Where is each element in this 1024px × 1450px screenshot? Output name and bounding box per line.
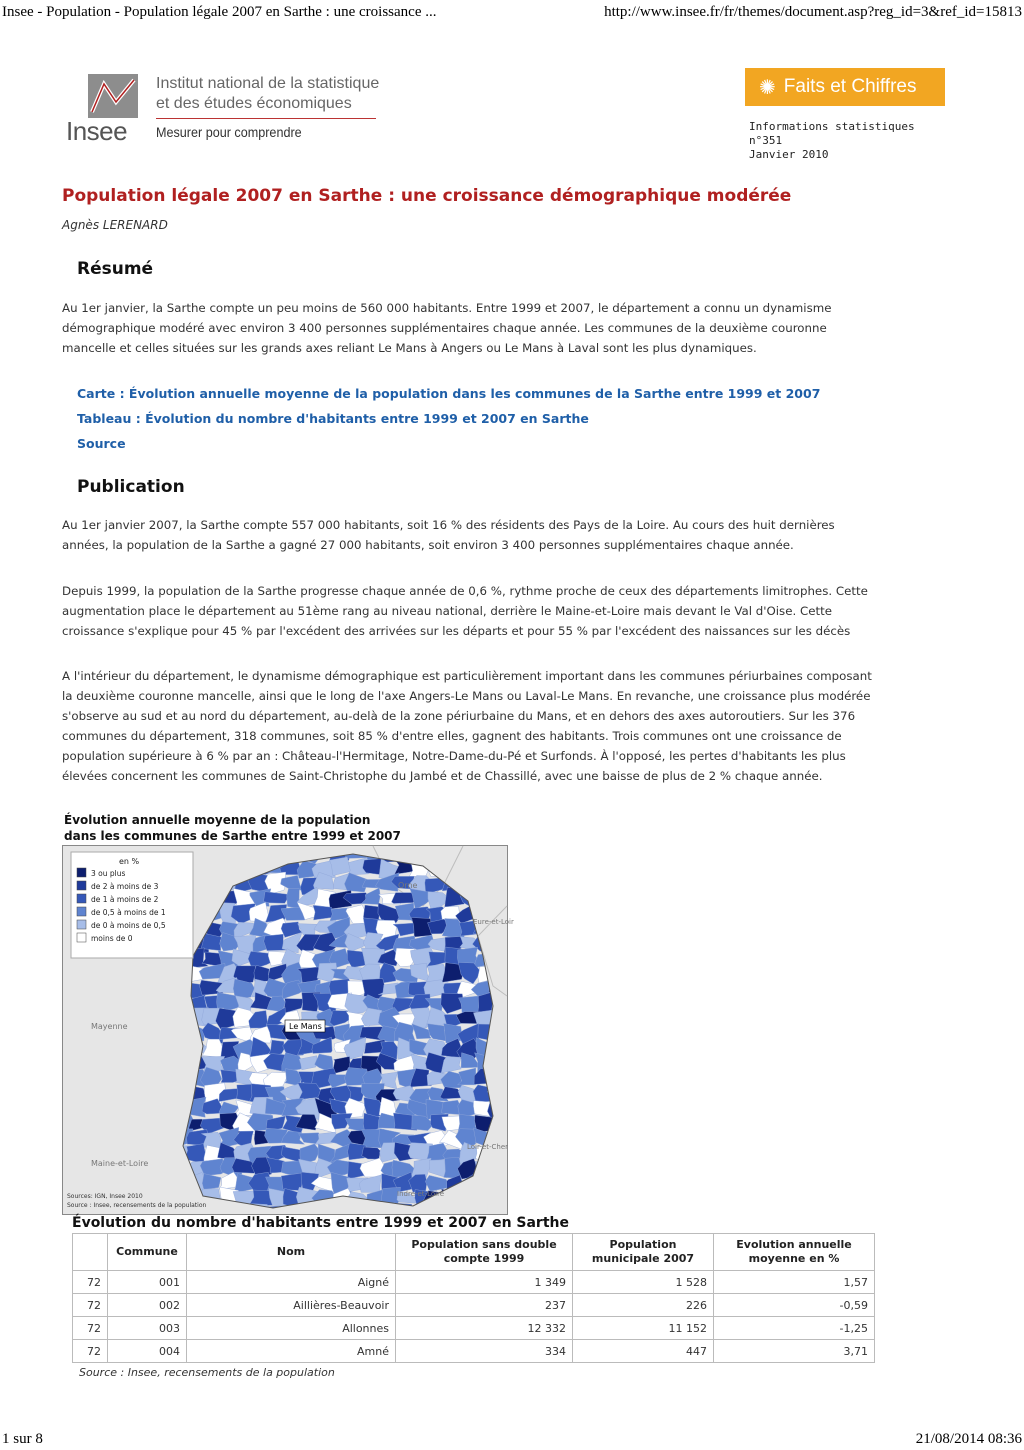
place-label-maine-et-loire: Maine-et-Loire (91, 1159, 149, 1168)
institute-line-2: et des études économiques (156, 95, 352, 112)
table-header-row (73, 1234, 875, 1271)
logo-slogan: Mesurer pour comprendre (156, 124, 302, 140)
map-title-line-1: Évolution annuelle moyenne de la population (64, 813, 371, 827)
population-table (72, 1233, 875, 1363)
column-header-evolution: Evolution annuelle moyenne en % (714, 1234, 875, 1271)
cell-pop-1999: 237 (396, 1294, 573, 1317)
cell-pop-1999: 1 349 (396, 1271, 573, 1294)
legend-swatch (77, 894, 86, 903)
legend-label: de 0 à moins de 0,5 (91, 921, 166, 930)
map-title-line-2: dans les communes de Sarthe entre 1999 et 2007 (64, 829, 401, 843)
cell-pop-2007: 226 (573, 1294, 714, 1317)
resume-text: Au 1er janvier, la Sarthe compte un peu moins de 560 000 habitants. Entre 1999 et 2007, le département a connu un dynamisme démographique modéré avec environ 3 400 personnes supplémentaires chaque année. Les communes de la deuxième couronne mancelle et celles situées sur les grands axes reliant Le Mans à Angers ou Le Mans à Laval sont les plus dynamiques. (62, 301, 832, 355)
map-title (64, 812, 401, 844)
cell-evolution: -0,59 (714, 1294, 875, 1317)
place-label-eure-et-loir: Eure-et-Loir (473, 918, 514, 926)
cell-dept: 72 (73, 1317, 108, 1340)
table-row (73, 1271, 875, 1294)
legend-label: de 1 à moins de 2 (91, 895, 159, 904)
cell-commune: 002 (108, 1294, 187, 1317)
logo-divider (156, 118, 376, 119)
column-header (73, 1234, 108, 1271)
table-row (73, 1340, 875, 1363)
page-title: Population légale 2007 en Sarthe : une croissance démographique modérée (62, 186, 792, 206)
cell-evolution: -1,25 (714, 1317, 875, 1340)
insee-logo-icon (82, 72, 140, 120)
print-footer-date: 21/08/2014 08:36 (915, 1431, 1022, 1447)
commune-shape (287, 888, 300, 908)
map-link[interactable]: Carte : Évolution annuelle moyenne de la population dans les communes de la Sarthe entre 1999 et 2007 (77, 386, 821, 401)
legend-swatch (77, 907, 86, 916)
place-label-orne: Orne (398, 881, 418, 890)
cell-evolution: 1,57 (714, 1271, 875, 1294)
column-header-commune: Commune (108, 1234, 187, 1271)
legend-label: moins de 0 (91, 934, 133, 943)
place-label-mayenne: Mayenne (91, 1022, 128, 1031)
table-title: Évolution du nombre d'habitants entre 1999 et 2007 en Sarthe (72, 1215, 569, 1231)
institute-line-1: Institut national de la statistique (156, 75, 380, 92)
column-header-nom: Nom (187, 1234, 396, 1271)
info-number: n°351 (749, 134, 783, 147)
cell-pop-1999: 334 (396, 1340, 573, 1363)
publication-paragraph-3: A l'intérieur du département, le dynamisme démographique est particulièrement important dans les communes périurbaines composant la deuxième couronne mancelle, ainsi que le long de l'axe Angers-Le Mans ou Laval-Le Mans. En revanche, une croissance plus modérée s'observe au sud et au nord du département, au-delà de la zone périurbaine du Mans, et en dehors des axes autoroutiers. Sur les 376 communes du département, 318 communes, soit 85 % d'entre elles, gagnent des habitants. Trois communes ont une croissance de population supérieure à 6 % par an : Château-l'Hermitage, Notre-Dame-du-Pé et Surfonds. À l'opposé, les pertes d'habitants les plus élevées concernent les communes de Saint-Christophe du Jambé et de Chassillé, avec une baisse de plus de 2 % chaque année. (62, 669, 872, 783)
legend-label: de 0,5 à moins de 1 (91, 908, 166, 917)
cell-nom: Aillières-Beauvoir (187, 1294, 396, 1317)
cell-pop-1999: 12 332 (396, 1317, 573, 1340)
insee-logo[interactable] (62, 68, 422, 158)
print-header-title: Insee - Population - Population légale 2007 en Sarthe : une croissance ... (2, 4, 437, 20)
cell-pop-2007: 11 152 (573, 1317, 714, 1340)
legend-unit: en % (119, 857, 140, 866)
cell-nom: Allonnes (187, 1317, 396, 1340)
map-graphic (63, 846, 514, 1214)
cell-commune: 001 (108, 1271, 187, 1294)
map-credit-2: Source : Insee, recensements de la population (67, 1202, 207, 1209)
cell-evolution: 3,71 (714, 1340, 875, 1363)
publication-heading: Publication (77, 477, 185, 497)
cell-dept: 72 (73, 1294, 108, 1317)
table-row (73, 1294, 875, 1317)
legend-swatch (77, 933, 86, 942)
legend-label: 3 ou plus (91, 869, 126, 878)
place-label-le-mans: Le Mans (289, 1022, 322, 1031)
cell-nom: Amné (187, 1340, 396, 1363)
commune-shape (362, 1147, 381, 1159)
faits-et-chiffres-label: Faits et Chiffres (783, 76, 917, 97)
legend-swatch (77, 868, 86, 877)
cell-commune: 003 (108, 1317, 187, 1340)
faits-et-chiffres-badge[interactable] (745, 68, 945, 106)
cell-pop-2007: 1 528 (573, 1271, 714, 1294)
legend-swatch (77, 881, 86, 890)
cell-pop-2007: 447 (573, 1340, 714, 1363)
print-header-url: http://www.insee.fr/fr/themes/document.asp?reg_id=3&ref_id=15813 (604, 4, 1022, 20)
info-date: Janvier 2010 (749, 148, 829, 161)
map-credit-1: Sources: IGN, Insee 2010 (67, 1193, 143, 1200)
insee-wordmark: Insee (66, 116, 128, 146)
place-label-indre-et-loire: Indre-et-Loire (397, 1190, 445, 1198)
source-link[interactable]: Source (77, 436, 126, 451)
sparkle-icon: ✺ (759, 76, 776, 99)
author: Agnès LERENARD (62, 218, 168, 232)
cell-commune: 004 (108, 1340, 187, 1363)
cell-dept: 72 (73, 1340, 108, 1363)
info-series: Informations statistiques (749, 120, 915, 133)
table-source: Source : Insee, recensements de la population (79, 1366, 335, 1379)
table-link[interactable]: Tableau : Évolution du nombre d'habitants entre 1999 et 2007 en Sarthe (77, 411, 589, 426)
resume-heading: Résumé (77, 259, 154, 279)
column-header-pop-1999: Population sans double compte 1999 (396, 1234, 573, 1271)
institute-name (156, 74, 379, 114)
table-row (73, 1317, 875, 1340)
cell-nom: Aigné (187, 1271, 396, 1294)
column-header-pop-2007: Population municipale 2007 (573, 1234, 714, 1271)
cell-dept: 72 (73, 1271, 108, 1294)
legend-swatch (77, 920, 86, 929)
legend-label: de 2 à moins de 3 (91, 882, 159, 891)
publication-info (749, 120, 915, 162)
publication-paragraph-1: Au 1er janvier 2007, la Sarthe compte 557 000 habitants, soit 16 % des résidents des Pays de la Loire. Au cours des huit dernières années, la population de la Sarthe a gagné 27 000 habitants, soit environ 3 400 personnes supplémentaires chaque année. (62, 518, 835, 552)
choropleth-map (62, 845, 514, 1215)
place-label-loir-et-cher: Loir-et-Cher (467, 1143, 509, 1151)
print-footer-page: 1 sur 8 (2, 1431, 43, 1447)
publication-paragraph-2: Depuis 1999, la population de la Sarthe progresse chaque année de 0,6 %, rythme proche de ceux des départements limitrophes. Cette augmentation place le département au 51ème rang au niveau national, derrière le Maine-et-Loire mais devant le Val d'Oise. Cette croissance s'explique pour 45 % par l'excédent des arrivées sur les départs et pour 55 % par l'excédent des naissances sur les décès (62, 584, 868, 638)
map-legend (71, 852, 193, 958)
